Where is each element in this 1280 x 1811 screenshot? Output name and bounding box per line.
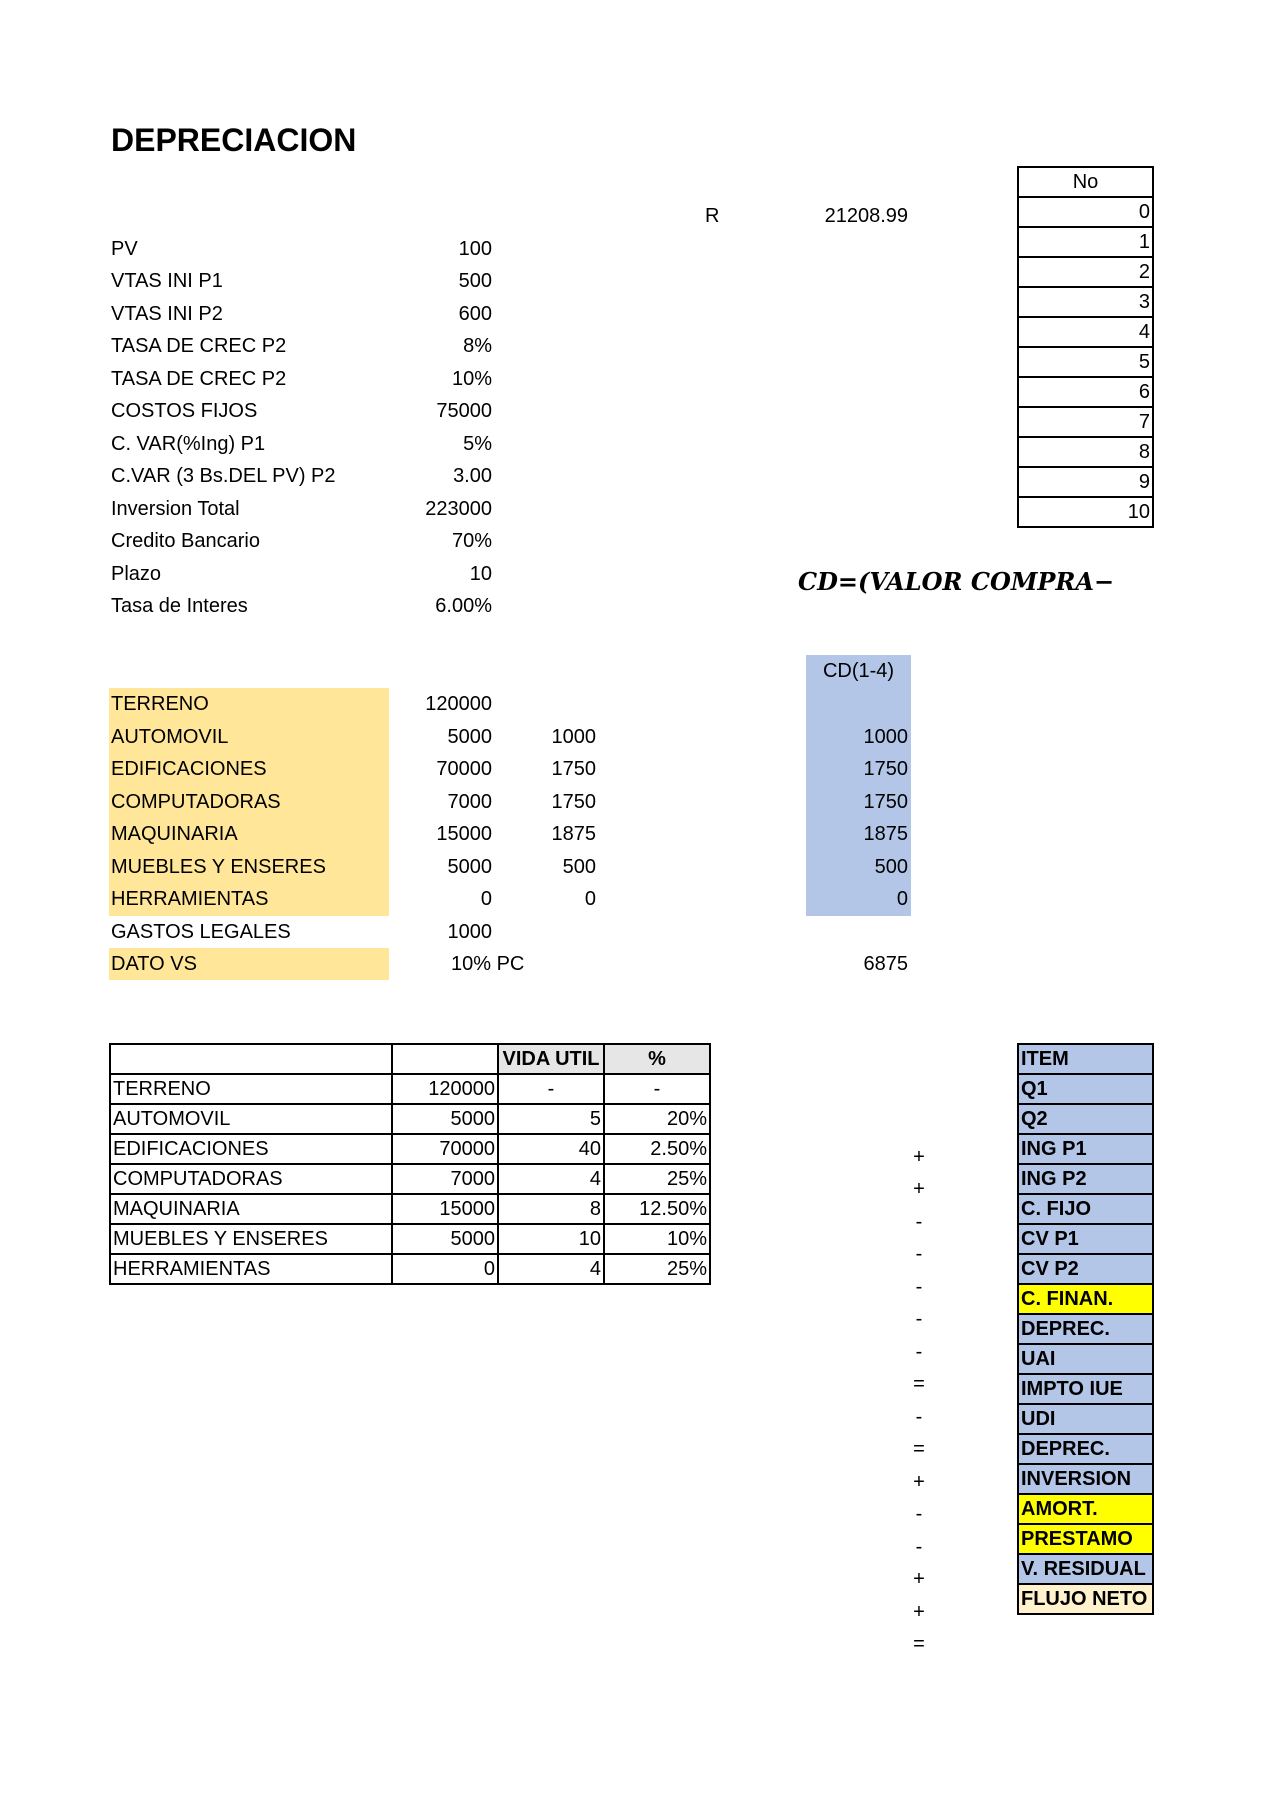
cd-header: CD(1-4) [822, 660, 895, 682]
cashflow-items-table [1017, 1043, 1154, 1615]
sign: = [913, 1438, 925, 1460]
sign: - [915, 1308, 923, 1330]
asset-life: 40 [498, 1134, 604, 1164]
asset-life: 4 [498, 1254, 604, 1284]
param-value: 10% [451, 368, 492, 390]
table-row [110, 1104, 710, 1134]
asset-label: MUEBLES Y ENSERES [111, 856, 326, 878]
asset-value: 120000 [392, 1074, 498, 1104]
param-label: VTAS INI P2 [111, 303, 223, 325]
cashflow-item: V. RESIDUAL [1018, 1554, 1153, 1584]
asset-name: HERRAMIENTAS [110, 1254, 392, 1284]
asset-cd: 1875 [863, 823, 908, 845]
asset-label: HERRAMIENTAS [111, 888, 269, 910]
param-label: Plazo [111, 563, 162, 585]
param-value: 6.00% [435, 595, 492, 617]
asset-depreciation: 1750 [551, 758, 596, 780]
asset-life: 5 [498, 1104, 604, 1134]
sign: + [913, 1471, 925, 1493]
asset-label: MAQUINARIA [111, 823, 238, 845]
no-header: No [1018, 167, 1153, 197]
asset-value: 0 [392, 1254, 498, 1284]
dato-vs-label: DATO VS [111, 953, 197, 975]
asset-depreciation: 1000 [551, 726, 596, 748]
asset-value: 5000 [447, 856, 492, 878]
param-label: TASA DE CREC P2 [111, 368, 287, 390]
no-cell: 8 [1018, 437, 1153, 467]
sign: = [913, 1373, 925, 1395]
asset-name: TERRENO [110, 1074, 392, 1104]
param-label: Inversion Total [111, 498, 240, 520]
depreciation-formula: CD=(VALOR COMPRA− [798, 567, 1115, 596]
cashflow-item: ING P1 [1018, 1134, 1153, 1164]
vida-util-header: VIDA UTIL [498, 1044, 604, 1074]
param-value: 3.00 [453, 465, 492, 487]
no-cell: 9 [1018, 467, 1153, 497]
cashflow-item: UDI [1018, 1404, 1153, 1434]
cashflow-item: FLUJO NETO [1018, 1584, 1153, 1614]
asset-name: EDIFICACIONES [110, 1134, 392, 1164]
asset-depreciation: 500 [562, 856, 596, 878]
dato-vs-value: 10% PC [451, 953, 525, 975]
asset-life: 8 [498, 1194, 604, 1224]
cashflow-item: C. FIJO [1018, 1194, 1153, 1224]
asset-depreciation: 1875 [551, 823, 596, 845]
param-label: PV [111, 238, 138, 260]
param-label: Credito Bancario [111, 530, 260, 552]
param-value: 75000 [436, 400, 492, 422]
asset-life: 10 [498, 1224, 604, 1254]
cashflow-item: C. FINAN. [1018, 1284, 1153, 1314]
asset-depreciation: 1750 [551, 791, 596, 813]
useful-life-table [109, 1043, 711, 1285]
table-row [110, 1254, 710, 1284]
sign: + [913, 1568, 925, 1590]
r-value: 21208.99 [824, 205, 908, 227]
page-title: DEPRECIACION [111, 122, 357, 158]
asset-value: 5000 [392, 1224, 498, 1254]
asset-cd: 500 [874, 856, 908, 878]
param-value: 223000 [425, 498, 492, 520]
sign: + [913, 1146, 925, 1168]
param-value: 5% [463, 433, 492, 455]
sign: - [915, 1211, 923, 1233]
param-value: 100 [458, 238, 492, 260]
cashflow-item: INVERSION [1018, 1464, 1153, 1494]
param-label: Tasa de Interes [111, 595, 248, 617]
asset-percent: - [604, 1074, 710, 1104]
period-number-table [1017, 166, 1154, 528]
sign: - [915, 1276, 923, 1298]
asset-cd: 0 [896, 888, 908, 910]
cashflow-item: Q1 [1018, 1074, 1153, 1104]
cashflow-item: AMORT. [1018, 1494, 1153, 1524]
cashflow-item: DEPREC. [1018, 1434, 1153, 1464]
asset-life: 4 [498, 1164, 604, 1194]
asset-name: COMPUTADORAS [110, 1164, 392, 1194]
asset-label: TERRENO [111, 693, 209, 715]
asset-value: 15000 [392, 1194, 498, 1224]
sign: - [915, 1406, 923, 1428]
param-label: C.VAR (3 Bs.DEL PV) P2 [111, 465, 336, 487]
cashflow-item: PRESTAMO [1018, 1524, 1153, 1554]
table-row [110, 1224, 710, 1254]
no-cell: 5 [1018, 347, 1153, 377]
param-label: C. VAR(%Ing) P1 [111, 433, 266, 455]
cashflow-item: DEPREC. [1018, 1314, 1153, 1344]
no-cell: 6 [1018, 377, 1153, 407]
table-row [110, 1134, 710, 1164]
asset-value: 120000 [425, 693, 492, 715]
asset-percent: 2.50% [604, 1134, 710, 1164]
r-label: R [705, 205, 720, 227]
table-row [110, 1194, 710, 1224]
dato-vs-total: 6875 [863, 953, 908, 975]
asset-cd: 1000 [863, 726, 908, 748]
sign: - [915, 1503, 923, 1525]
table-row [110, 1074, 710, 1104]
sign: - [915, 1341, 923, 1363]
param-value: 70% [451, 530, 492, 552]
asset-percent: 25% [604, 1164, 710, 1194]
asset-name: AUTOMOVIL [110, 1104, 392, 1134]
param-value: 600 [458, 303, 492, 325]
no-cell: 10 [1018, 497, 1153, 527]
asset-percent: 20% [604, 1104, 710, 1134]
table-header-cell [392, 1044, 498, 1074]
cashflow-item: Q2 [1018, 1104, 1153, 1134]
sign: + [913, 1601, 925, 1623]
gastos-label: GASTOS LEGALES [111, 921, 291, 943]
percent-header: % [604, 1044, 710, 1074]
param-label: COSTOS FIJOS [111, 400, 258, 422]
no-cell: 1 [1018, 227, 1153, 257]
cashflow-item: CV P2 [1018, 1254, 1153, 1284]
param-value: 500 [458, 270, 492, 292]
asset-value: 0 [480, 888, 492, 910]
asset-name: MUEBLES Y ENSERES [110, 1224, 392, 1254]
table-header-cell [110, 1044, 392, 1074]
param-value: 8% [463, 335, 492, 357]
sign: + [913, 1178, 925, 1200]
asset-percent: 10% [604, 1224, 710, 1254]
asset-value: 5000 [392, 1104, 498, 1134]
sign: = [913, 1633, 925, 1655]
asset-cd: 1750 [863, 758, 908, 780]
no-cell: 4 [1018, 317, 1153, 347]
cashflow-item: ITEM [1018, 1044, 1153, 1074]
param-label: TASA DE CREC P2 [111, 335, 287, 357]
asset-life: - [498, 1074, 604, 1104]
asset-value: 70000 [436, 758, 492, 780]
asset-percent: 12.50% [604, 1194, 710, 1224]
asset-value: 7000 [392, 1164, 498, 1194]
asset-value: 5000 [447, 726, 492, 748]
asset-value: 70000 [392, 1134, 498, 1164]
no-cell: 3 [1018, 287, 1153, 317]
cashflow-item: CV P1 [1018, 1224, 1153, 1254]
asset-value: 15000 [436, 823, 492, 845]
no-cell: 7 [1018, 407, 1153, 437]
asset-percent: 25% [604, 1254, 710, 1284]
sign: - [915, 1536, 923, 1558]
gastos-value: 1000 [447, 921, 492, 943]
asset-label: AUTOMOVIL [111, 726, 229, 748]
asset-depreciation: 0 [584, 888, 596, 910]
param-value: 10 [469, 563, 492, 585]
sign: - [915, 1243, 923, 1265]
asset-cd: 1750 [863, 791, 908, 813]
asset-label: COMPUTADORAS [111, 791, 281, 813]
asset-value: 7000 [447, 791, 492, 813]
cashflow-item: UAI [1018, 1344, 1153, 1374]
param-label: VTAS INI P1 [111, 270, 223, 292]
no-cell: 0 [1018, 197, 1153, 227]
cashflow-item: ING P2 [1018, 1164, 1153, 1194]
asset-name: MAQUINARIA [110, 1194, 392, 1224]
cashflow-item: IMPTO IUE [1018, 1374, 1153, 1404]
no-cell: 2 [1018, 257, 1153, 287]
table-row [110, 1164, 710, 1194]
asset-label: EDIFICACIONES [111, 758, 267, 780]
